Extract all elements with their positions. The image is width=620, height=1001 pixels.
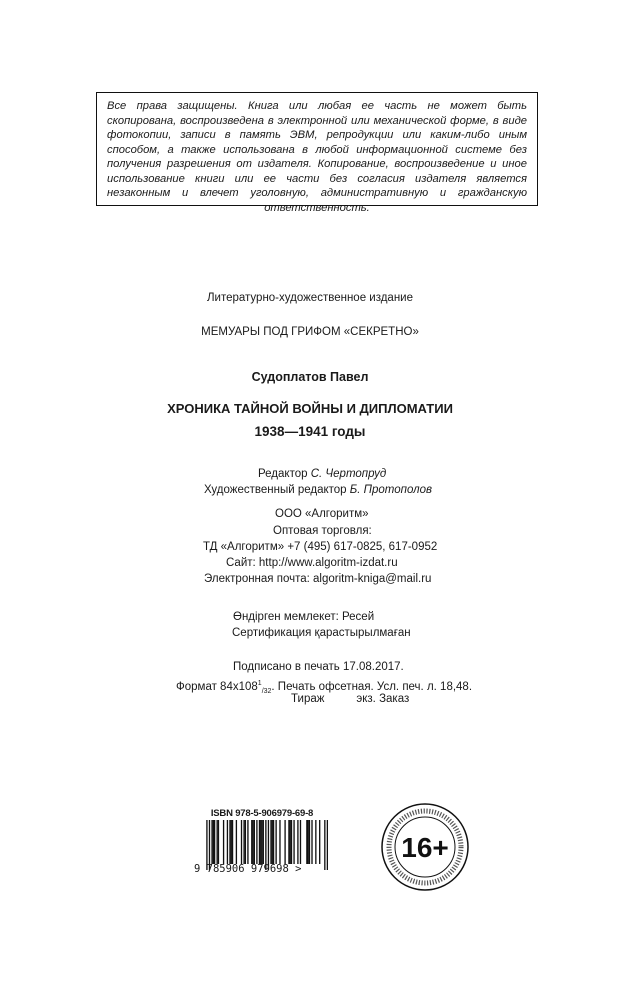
barcode-bar	[308, 820, 309, 864]
publisher-name: ООО «Алгоритм»	[275, 508, 369, 520]
barcode-bar	[241, 820, 242, 864]
barcode-bar	[252, 820, 253, 864]
barcode-bar	[290, 820, 291, 864]
age-rating-text: 16+	[401, 832, 449, 863]
barcode-bar	[297, 820, 298, 864]
isbn-number: ISBN 978-5-906979-69-8	[210, 808, 314, 819]
barcode-bar	[261, 820, 262, 864]
rights-notice-box	[96, 92, 538, 214]
genre-line: Литературно-художественное издание	[206, 292, 414, 304]
barcode-bar	[272, 820, 273, 864]
barcode-bar	[218, 820, 219, 864]
book-subtitle: 1938—1941 годы	[254, 424, 366, 439]
series-line: МЕМУАРЫ ПОД ГРИФОМ «СЕКРЕТНО»	[201, 326, 419, 338]
barcode-bar	[247, 820, 248, 864]
barcode-bar	[227, 820, 228, 864]
barcode-bar	[217, 820, 218, 864]
barcode-bar	[291, 820, 292, 864]
barcode-bar	[311, 820, 312, 864]
format-rest: . Печать офсетная. Усл. печ. л. 18,48.	[271, 680, 473, 693]
barcode-bar	[223, 820, 224, 864]
wholesale-contact: ТД «Алгоритм» +7 (495) 617-0825, 617-0952	[203, 541, 438, 553]
barcode-bar	[214, 820, 215, 864]
barcode-bar	[259, 820, 260, 864]
art-editor-line	[204, 483, 432, 499]
age-rating-badge	[380, 802, 470, 892]
barcode-bar	[300, 820, 301, 864]
rights-notice-text: Все права защищены. Книга или любая ее часть не может быть скопирована, воспроизведена в электронной или механической форме, в виде фотокопии, записи в память ЭВМ, репродукции или каким-либо иным способом, а также использована в любой информационной системе без получения разрешения от издателя. Копирование, воспроизведение и иное использование книги или ее части без согласия издателя является незаконным и влечет уголовную, административную и гражданскую ответственность.	[107, 100, 527, 214]
author-name: Судоплатов Павел	[251, 370, 369, 384]
art-editor-name: Б. Протополов	[349, 484, 432, 496]
barcode-bar	[288, 820, 289, 864]
print-run-line	[291, 692, 409, 708]
art-editor-label: Художественный редактор	[204, 484, 347, 496]
format-prefix: Формат 84х108	[176, 680, 258, 693]
signed-to-print: Подписано в печать 17.08.2017.	[233, 661, 404, 673]
barcode-bar	[306, 820, 307, 864]
barcode-bar	[260, 820, 261, 864]
barcode-bar	[315, 820, 316, 864]
book-title: ХРОНИКА ТАЙНОЙ ВОЙНЫ И ДИПЛОМАТИИ	[167, 401, 453, 416]
barcode-bar	[319, 820, 320, 864]
barcode-bar	[213, 820, 214, 864]
barcode-bar	[243, 820, 244, 864]
barcode-bar	[273, 820, 274, 864]
barcode-bar	[211, 820, 212, 864]
barcode-bar	[270, 820, 271, 864]
format-fraction-denominator: /32	[261, 688, 272, 696]
editor-line	[258, 467, 386, 483]
barcode-bar	[256, 820, 257, 864]
barcode-bar	[245, 820, 246, 864]
barcode-bar	[279, 820, 280, 864]
barcode-bar	[284, 820, 285, 864]
barcode-bar	[275, 820, 276, 864]
barcode-digits: 9 785906 979698 >	[194, 863, 302, 875]
wholesale-label: Оптовая торговля:	[273, 525, 372, 537]
barcode-bar	[229, 820, 230, 864]
barcode-bar	[263, 820, 264, 864]
barcode-bar	[231, 820, 232, 864]
country-of-origin: Өндірген мемлекет: Ресей	[233, 611, 375, 623]
barcode-bar	[293, 820, 294, 864]
site-line: Сайт: http://www.algoritm-izdat.ru	[226, 557, 398, 569]
format-fraction-numerator: 1	[257, 680, 262, 687]
barcode-bar	[236, 820, 237, 864]
certification-line: Сертификация қарастырылмаған	[232, 627, 411, 639]
editor-label: Редактор	[258, 468, 308, 480]
email-line: Электронная почта: algoritm-kniga@mail.ru	[204, 573, 432, 585]
barcode-bar	[309, 820, 310, 864]
barcode-bar	[232, 820, 233, 864]
editor-name: С. Чертопруд	[310, 468, 387, 480]
print-run-text: Тираж экз. Заказ	[291, 693, 410, 705]
barcode-bar	[254, 820, 255, 864]
barcode-bar	[251, 820, 252, 864]
